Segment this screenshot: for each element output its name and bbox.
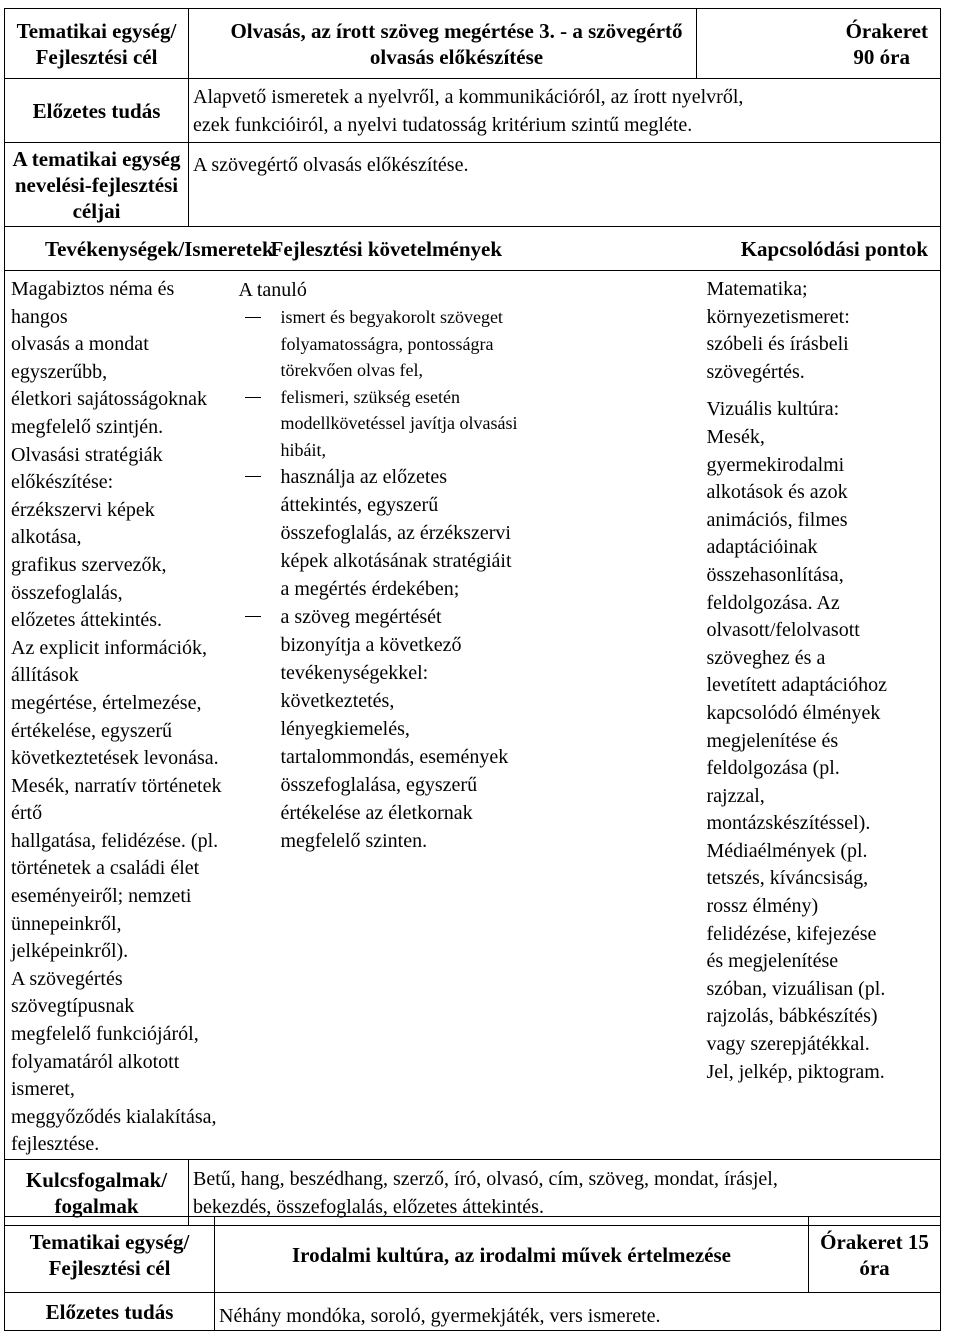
goals-text-cell	[189, 143, 941, 227]
col-header-links: Kapcsolódási pontok	[579, 227, 941, 271]
unit2-hours-cell	[809, 1217, 941, 1293]
prior-text: Alapvető ismeretek a nyelvről, a kommunikációról, az írott nyelvről, ezek funkcióiról, a nyelvi tudatosság kritérium szintű megléte.	[193, 85, 744, 136]
unit2-prior-text-cell	[215, 1293, 941, 1331]
unit-title-cell	[189, 9, 697, 79]
unit2-title-cell	[215, 1217, 809, 1293]
requirements-list	[239, 304, 697, 855]
requirements-intro: A tanuló	[238, 279, 307, 301]
prior-label: Előzetes tudás	[32, 98, 161, 123]
unit2-title: Irodalmi kultúra, az irodalmi művek értelmezése	[292, 1242, 731, 1267]
unit-label: Tematikai egység/ Fejlesztési cél	[16, 18, 177, 69]
unit2-hours: Órakeret 15 óra	[820, 1229, 929, 1280]
goals-label-cell	[5, 143, 189, 227]
requirement-item: a szöveg megértését bizonyítja a következő tevékenységekkel: következtetés, lényegkiemelés, tartalommondás, események összefoglalása, egyszerű értékelése az életkornak megfelelő szinten.	[239, 603, 697, 855]
unit-title: Olvasás, az írott szöveg megértése 3. - a szövegértő olvasás előkészítése	[230, 18, 683, 69]
prior-label-cell	[5, 79, 189, 143]
activities-text: Magabiztos néma és hangos olvasás a mondat egyszerűbb, életkori sajátosságoknak megfelelő szintjén. Olvasási stratégiák előkészítése: érzékszervi képek alkotása, grafikus szervezők, összefoglalás, előzetes áttekintés. Az explicit információk, állítások megértése, értelmezése, értékelése, egyszerű következtetések levonása. Mesék, narratív történetek értő hallgatása, felidézése. (pl. történetek a családi élet eseményeiről; nemzeti ünnepeinkről, jelképeinkről). A szövegértés szövegtípusnak megfelelő funkciójáról, folyamatáról alkotott ismeret, meggyőződés kialakítása, fejlesztése.	[11, 278, 222, 1156]
unit2-prior-text: Néhány mondóka, soroló, gyermekjáték, vers ismerete.	[219, 1305, 661, 1327]
key-label: Kulcsfogalmak/ fogalmak	[25, 1167, 168, 1218]
hours-label: Órakeret 90 óra	[845, 18, 928, 69]
requirement-item: ismert és begyakorolt szöveget folyamatosságra, pontosságra törekvően olvas fel,	[239, 304, 697, 384]
goals-label: A tematikai egység nevelési-fejlesztési céljai	[12, 146, 181, 223]
col-header-activities: Tevékenységek/Ismeretek	[5, 227, 229, 271]
unit-table-literature	[4, 1216, 941, 1331]
activities-cell	[5, 271, 229, 1160]
unit2-prior-label: Előzetes tudás	[45, 1299, 174, 1324]
goals-text: A szövegértő olvasás előkészítése.	[193, 154, 469, 176]
unit2-prior-label-cell	[5, 1293, 215, 1331]
requirement-item: felismeri, szükség esetén modellkövetéssel javítja olvasási hibáit,	[239, 384, 697, 464]
unit-table-reading	[4, 8, 941, 1226]
col-header-requirements: Fejlesztési követelmények	[229, 227, 579, 271]
requirement-item: használja az előzetes áttekintés, egyszerű összefoglalás, az érzékszervi képek alkotásának stratégiáit a megértés érdekében;	[239, 463, 697, 603]
links-text: Matematika; környezetismeret: szóbeli és írásbeli szövegértés. Vizuális kultúra: Mesék, gyermekirodalmi alkotások és azok animációs, filmes adaptációinak összehasonlítása, feldolgozása. Az olvasott/felolvasott szöveghez és a levetített adaptációhoz kapcsolódó élmények megjelenítése és feldolgozása (pl. rajzzal, montázskészítéssel). Médiaélmények (pl. tetszés, kíváncsiság, rossz élmény) felidézése, kifejezése és megjelenítése szóban, vizuálisan (pl. rajzolás, bábkészítés) vagy szerepjátékkal. Jel, jelkép, piktogram.	[706, 278, 887, 1083]
links-cell	[697, 271, 941, 1160]
key-text: Betű, hang, beszédhang, szerző, író, olvasó, cím, szöveg, mondat, írásjel, bekezdés, összefoglalás, előzetes áttekintés.	[193, 1167, 778, 1218]
prior-text-cell	[189, 79, 941, 143]
requirements-cell	[229, 271, 697, 1160]
unit2-label-cell	[5, 1217, 215, 1293]
requirements-text	[229, 276, 697, 855]
unit2-label: Tematikai egység/ Fejlesztési cél	[29, 1229, 190, 1280]
unit-label-cell	[5, 9, 189, 79]
hours-cell	[697, 9, 941, 79]
